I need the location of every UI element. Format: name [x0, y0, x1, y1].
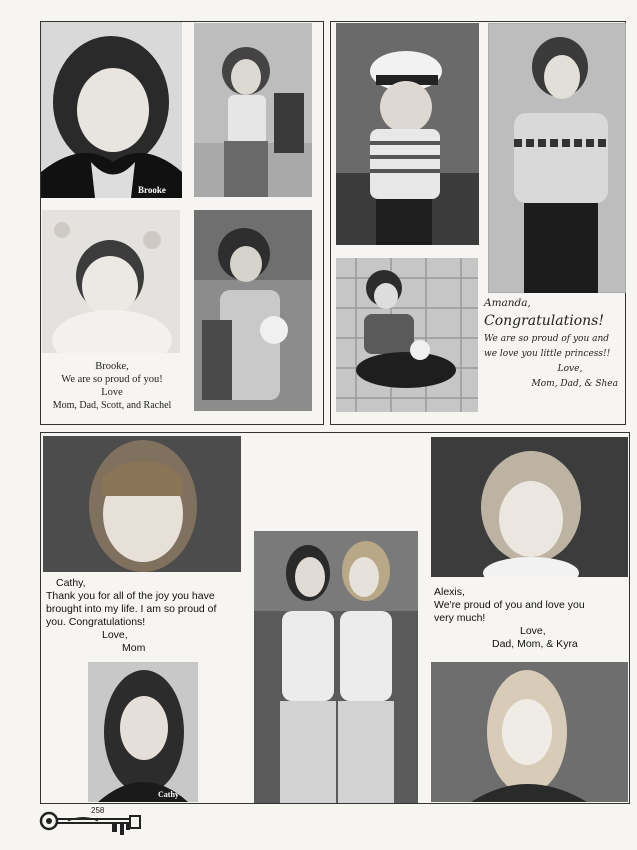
brooke-message-line: Love: [101, 387, 123, 398]
page-number: 258: [91, 806, 105, 815]
cathy-message: [46, 577, 251, 655]
cathy-child-photo: [43, 436, 241, 572]
cathy-message-line: brought into my life. I am so proud of: [46, 603, 217, 615]
brooke-message-line: We are so proud of you!: [61, 374, 163, 385]
amanda-sweater-photo: [488, 23, 626, 293]
cathy-photo-label: Cathy: [158, 790, 179, 799]
brooke-baby-photo: [42, 210, 180, 353]
brooke-senior-photo: [41, 22, 182, 198]
alexis-message-line: Alexis,: [434, 586, 465, 598]
cathy-message-line: you. Congratulations!: [46, 616, 146, 628]
amanda-love: Love,: [557, 364, 583, 374]
amanda-message: [484, 296, 626, 392]
alexis-child-photo: [431, 437, 628, 577]
brooke-photo-label: Brooke: [138, 185, 166, 195]
alexis-message: [434, 586, 626, 651]
brooke-message: [42, 360, 182, 412]
cathy-message-line: Thank you for all of the joy you have: [46, 590, 215, 602]
brooke-toy-photo: [194, 210, 312, 411]
amanda-greeting: Amanda,: [484, 297, 531, 309]
amanda-floor-photo: [336, 258, 478, 412]
alexis-senior-photo: [431, 662, 628, 802]
key-icon: [38, 804, 142, 838]
cathy-love: Love,: [102, 629, 128, 641]
pajama-pair-photo: [254, 531, 418, 803]
footer-key-ornament: [38, 804, 142, 838]
amanda-line: We are so proud of you and: [484, 334, 610, 344]
brooke-message-line: Mom, Dad, Scott, and Rachel: [52, 400, 172, 411]
amanda-sailor-hat-photo: [336, 23, 479, 245]
amanda-signature: Mom, Dad, & Shea: [531, 379, 618, 389]
brooke-toddler-photo: [194, 23, 312, 197]
cathy-senior-photo: [88, 662, 198, 802]
amanda-headline: Congratulations!: [484, 313, 604, 329]
cathy-signature: Mom: [122, 642, 146, 654]
brooke-message-line: Brooke,: [95, 361, 129, 372]
alexis-love: Love,: [520, 625, 546, 637]
alexis-message-line: We're proud of you and love you: [434, 599, 585, 611]
amanda-line: we love you little princess!!: [484, 349, 611, 359]
alexis-message-line: very much!: [434, 612, 486, 624]
cathy-message-line: Cathy,: [56, 577, 86, 589]
alexis-signature: Dad, Mom, & Kyra: [492, 638, 578, 650]
